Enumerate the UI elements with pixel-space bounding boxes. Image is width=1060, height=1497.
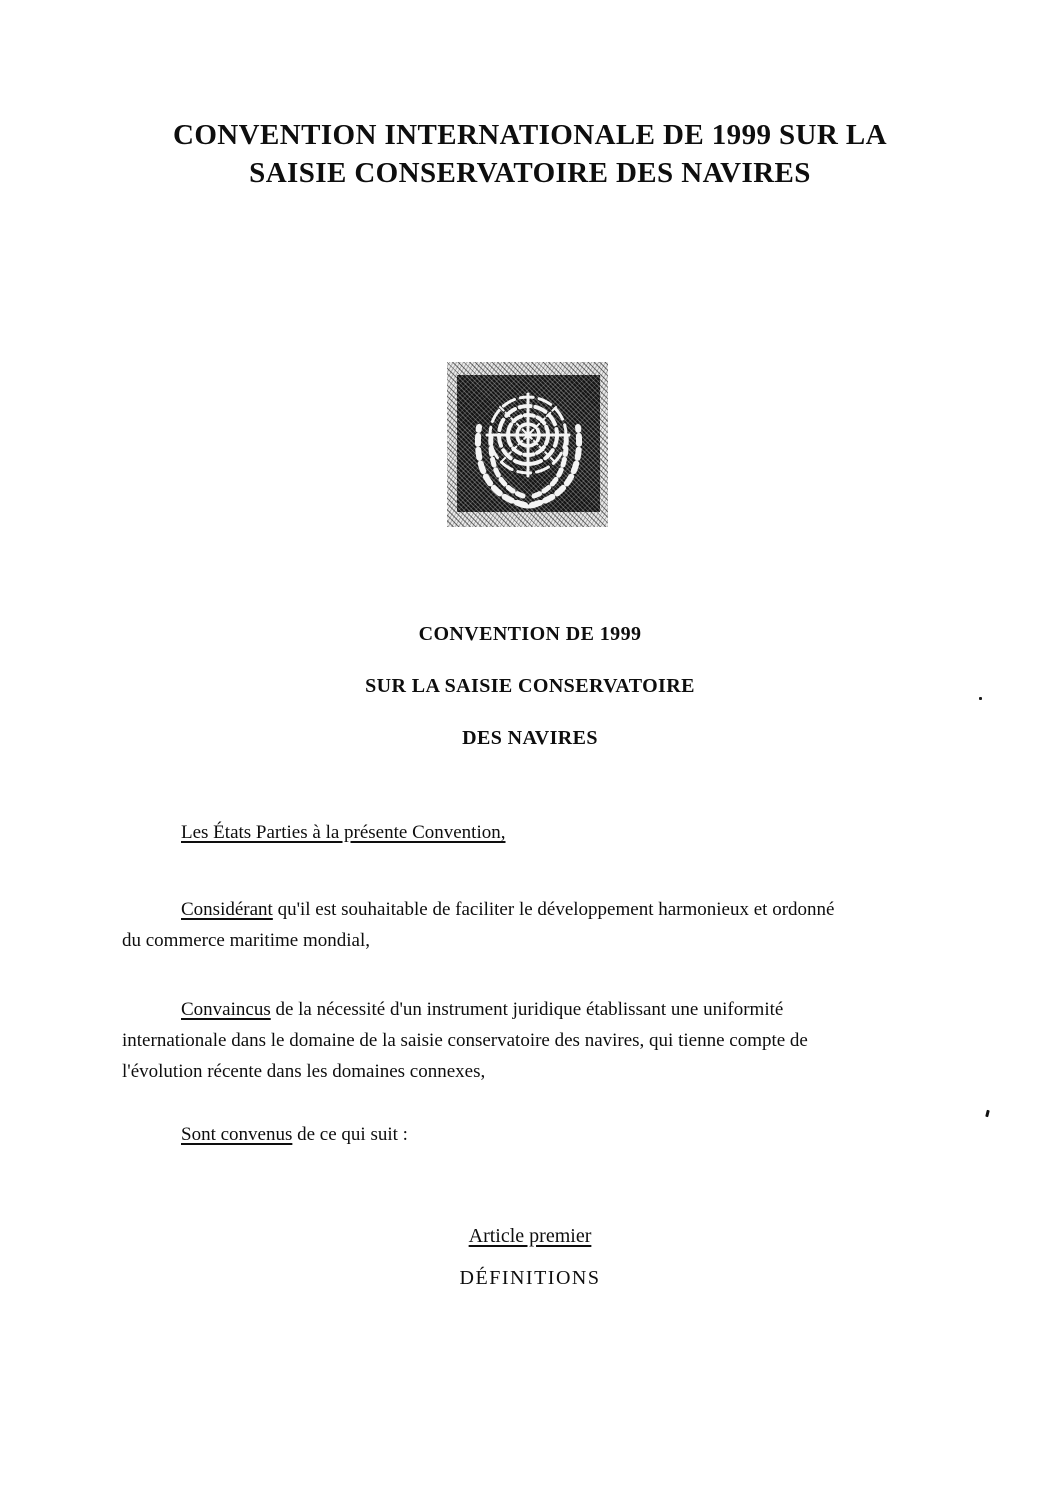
paragraph-text: qu'il est souhaitable de faciliter le développement harmonieux et ordonné: [272, 899, 835, 920]
document-title-line-1: CONVENTION INTERNATIONALE DE 1999 SUR LA: [173, 119, 887, 151]
un-emblem: [447, 362, 608, 527]
subtitle-line-2: SUR LA SAISIE CONSERVATOIRE: [365, 675, 695, 697]
article-heading-text: Article premier: [468, 1225, 592, 1247]
paragraph-lead-word: Sont convenus: [181, 1124, 293, 1145]
document-title: [0, 116, 1060, 192]
paragraph-line: l'évolution récente dans les domaines connexes,: [122, 1061, 486, 1082]
paragraph-convaincus: [122, 994, 922, 1087]
paragraph-line: [122, 1119, 922, 1150]
paragraph-line: du commerce maritime mondial,: [122, 930, 370, 951]
preamble-parties-line: [122, 817, 922, 848]
subtitle-line-3: DES NAVIRES: [462, 727, 598, 749]
scan-artifact-dot: [979, 697, 982, 700]
un-emblem-graphic: [457, 375, 600, 512]
document-title-line-2: SAISIE CONSERVATOIRE DES NAVIRES: [249, 157, 811, 189]
article-subheading: DÉFINITIONS: [459, 1267, 601, 1289]
subtitle-line-1: CONVENTION DE 1999: [418, 623, 642, 645]
paragraph-lead-word: Convaincus: [181, 999, 271, 1020]
paragraph-line: [122, 894, 922, 925]
paragraph-line: [122, 994, 922, 1025]
paragraph-sont-convenus: [122, 1119, 922, 1150]
scan-artifact-mark: [985, 1110, 990, 1118]
parties-underlined-text: Les États Parties à la présente Convention,: [181, 822, 506, 843]
paragraph-considerant: [122, 894, 922, 956]
paragraph-text: de la nécessité d'un instrument juridique établissant une uniformité: [270, 999, 784, 1020]
paragraph-text: de ce qui suit :: [292, 1124, 408, 1145]
paragraph-line: internationale dans le domaine de la saisie conservatoire des navires, qui tienne compte de: [122, 1030, 808, 1051]
article-heading: [0, 1223, 1060, 1249]
paragraph-lead-word: Considérant: [181, 899, 273, 920]
preamble-parties-text: [122, 817, 922, 848]
un-emblem-core: [457, 375, 600, 512]
